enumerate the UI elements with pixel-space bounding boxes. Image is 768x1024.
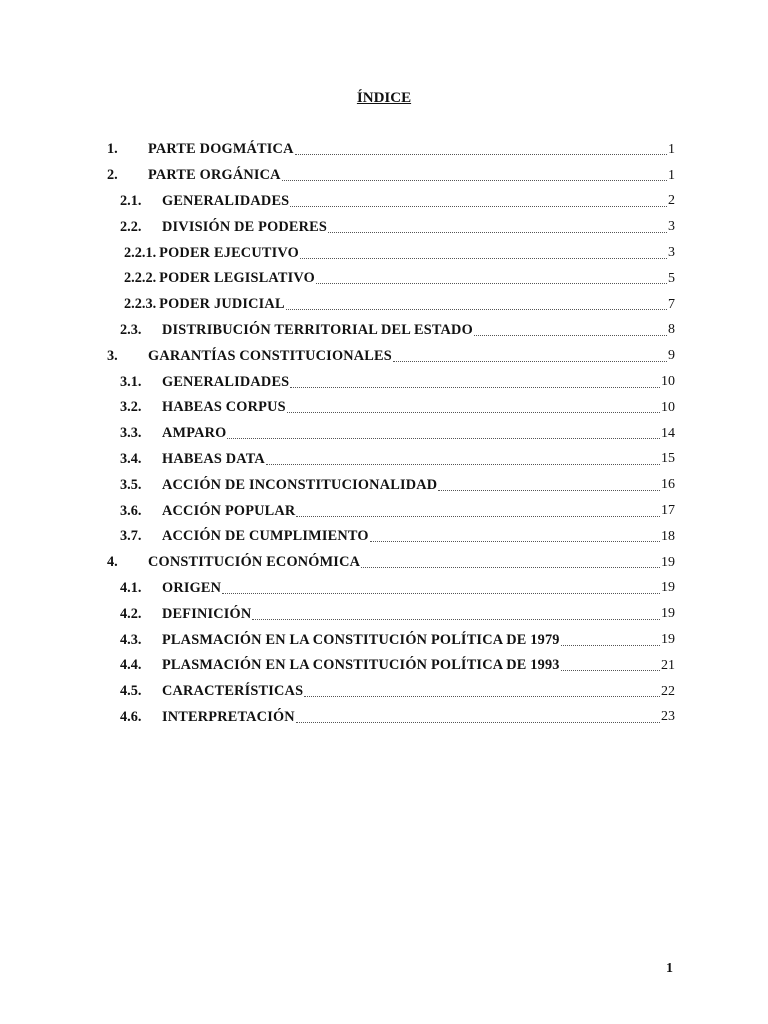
toc-entry-page: 16 [661, 477, 675, 493]
toc-entry [107, 627, 675, 653]
toc-entry-page: 8 [668, 322, 675, 338]
toc-entry [107, 369, 675, 395]
toc-entry-number: 2.3. [120, 321, 142, 338]
toc-entry-number: 3.1. [120, 373, 142, 390]
toc-entry-number: 3.6. [120, 502, 142, 519]
toc-entry-page: 22 [661, 683, 675, 699]
dot-leader [227, 438, 660, 439]
dot-leader [296, 722, 660, 723]
title-text: ÍNDICE [356, 90, 412, 106]
dot-leader [290, 387, 660, 388]
toc-entry-title: AMPARO [162, 425, 227, 442]
toc-entry-page: 2 [668, 193, 675, 209]
toc-entry [107, 421, 675, 447]
dot-leader [328, 232, 667, 233]
dot-leader [561, 670, 660, 671]
toc-entry-page: 19 [661, 606, 675, 622]
dot-leader [393, 361, 667, 362]
toc-entry [107, 318, 675, 344]
dot-leader [252, 619, 660, 620]
toc-entry-number: 3. [107, 347, 118, 364]
toc-entry [107, 524, 675, 550]
dot-leader [295, 154, 667, 155]
toc-entry-number: 4.4. [120, 657, 142, 674]
dot-leader [474, 335, 667, 336]
toc-entry [107, 472, 675, 498]
toc-entry-title: DISTRIBUCIÓN TERRITORIAL DEL ESTADO [162, 321, 473, 338]
toc-entry-number: 2.2.2. [124, 270, 157, 287]
toc-entry-page: 10 [661, 374, 675, 390]
toc-entry-number: 4.2. [120, 605, 142, 622]
footer-page-number: 1 [666, 961, 673, 976]
toc-entry [107, 550, 675, 576]
toc-entry [107, 137, 675, 163]
toc-entry [107, 292, 675, 318]
toc-entry [107, 447, 675, 473]
toc-entry [107, 679, 675, 705]
toc-entry-page: 3 [668, 245, 675, 261]
toc-entry-title: PODER JUDICIAL [159, 296, 285, 313]
toc-entry-number: 4.6. [120, 708, 142, 725]
toc-entry-page: 15 [661, 451, 675, 467]
toc-entry-title: GENERALIDADES [162, 373, 290, 390]
toc-entry-title: GARANTÍAS CONSTITUCIONALES [148, 347, 392, 364]
toc-entry-number: 3.7. [120, 528, 142, 545]
toc-entry-page: 7 [668, 296, 675, 312]
toc-entry [107, 498, 675, 524]
toc-entry [107, 601, 675, 627]
toc-entry-title: CONSTITUCIÓN ECONÓMICA [148, 554, 361, 571]
toc-entry-page: 1 [668, 167, 675, 183]
toc-entry-title: ACCIÓN DE INCONSTITUCIONALIDAD [162, 476, 438, 493]
toc-entry-number: 4.5. [120, 683, 142, 700]
dot-leader [282, 180, 667, 181]
toc-entry-title: PARTE DOGMÁTICA [148, 141, 294, 158]
toc-entry-page: 18 [661, 528, 675, 544]
toc-entry-number: 4.1. [120, 579, 142, 596]
toc-entry-page: 1 [668, 141, 675, 157]
toc-entry-page: 9 [668, 348, 675, 364]
toc-entry-page: 19 [661, 580, 675, 596]
dot-leader [222, 593, 660, 594]
toc-entry-page: 19 [661, 554, 675, 570]
toc-entry [107, 163, 675, 189]
toc-entry-page: 17 [661, 503, 675, 519]
dot-leader [287, 412, 660, 413]
dot-leader [438, 490, 660, 491]
toc-entry [107, 705, 675, 731]
toc-entry-number: 2.2.1. [124, 244, 157, 261]
toc-entry-number: 4.3. [120, 631, 142, 648]
dot-leader [290, 206, 667, 207]
toc-entry-page: 21 [661, 657, 675, 673]
toc-entry-title: PODER LEGISLATIVO [159, 270, 315, 287]
table-of-contents [107, 137, 675, 730]
dot-leader [266, 464, 660, 465]
dot-leader [296, 516, 660, 517]
toc-entry-title: ACCIÓN POPULAR [162, 502, 296, 519]
dot-leader [361, 567, 660, 568]
dot-leader [304, 696, 660, 697]
toc-entry [107, 343, 675, 369]
toc-entry-title: PODER EJECUTIVO [159, 244, 299, 261]
toc-entry [107, 266, 675, 292]
toc-entry-page: 10 [661, 399, 675, 415]
toc-entry-title: INTERPRETACIÓN [162, 708, 295, 725]
toc-entry [107, 395, 675, 421]
toc-entry [107, 189, 675, 215]
dot-leader [561, 645, 660, 646]
toc-entry-number: 4. [107, 554, 118, 571]
toc-entry-page: 5 [668, 270, 675, 286]
toc-entry-title: PLASMACIÓN EN LA CONSTITUCIÓN POLÍTICA DE 1993 [162, 657, 560, 674]
toc-entry-page: 19 [661, 632, 675, 648]
toc-entry-number: 2.2. [120, 218, 142, 235]
toc-entry [107, 576, 675, 602]
page-title [0, 90, 768, 107]
toc-entry-number: 3.3. [120, 425, 142, 442]
toc-entry-number: 3.2. [120, 399, 142, 416]
toc-entry-title: CARACTERÍSTICAS [162, 683, 304, 700]
toc-entry [107, 214, 675, 240]
toc-entry-title: HABEAS CORPUS [162, 399, 286, 416]
toc-entry-number: 2. [107, 167, 118, 184]
toc-entry [107, 653, 675, 679]
toc-entry-title: DIVISIÓN DE PODERES [162, 218, 328, 235]
toc-entry-title: DEFINICIÓN [162, 605, 252, 622]
dot-leader [300, 258, 667, 259]
toc-entry-title: PLASMACIÓN EN LA CONSTITUCIÓN POLÍTICA DE 1979 [162, 631, 560, 648]
toc-entry-number: 3.5. [120, 476, 142, 493]
toc-entry-title: ACCIÓN DE CUMPLIMIENTO [162, 528, 369, 545]
toc-entry-number: 2.1. [120, 192, 142, 209]
dot-leader [286, 309, 667, 310]
toc-entry-number: 3.4. [120, 450, 142, 467]
toc-entry-title: ORIGEN [162, 579, 222, 596]
dot-leader [316, 283, 667, 284]
toc-entry-number: 2.2.3. [124, 296, 157, 313]
toc-entry-page: 14 [661, 425, 675, 441]
toc-entry-number: 1. [107, 141, 118, 158]
dot-leader [370, 541, 660, 542]
toc-entry-page: 3 [668, 219, 675, 235]
toc-entry [107, 240, 675, 266]
toc-entry-title: HABEAS DATA [162, 450, 265, 467]
toc-entry-title: PARTE ORGÁNICA [148, 167, 281, 184]
toc-entry-page: 23 [661, 709, 675, 725]
toc-entry-title: GENERALIDADES [162, 192, 290, 209]
